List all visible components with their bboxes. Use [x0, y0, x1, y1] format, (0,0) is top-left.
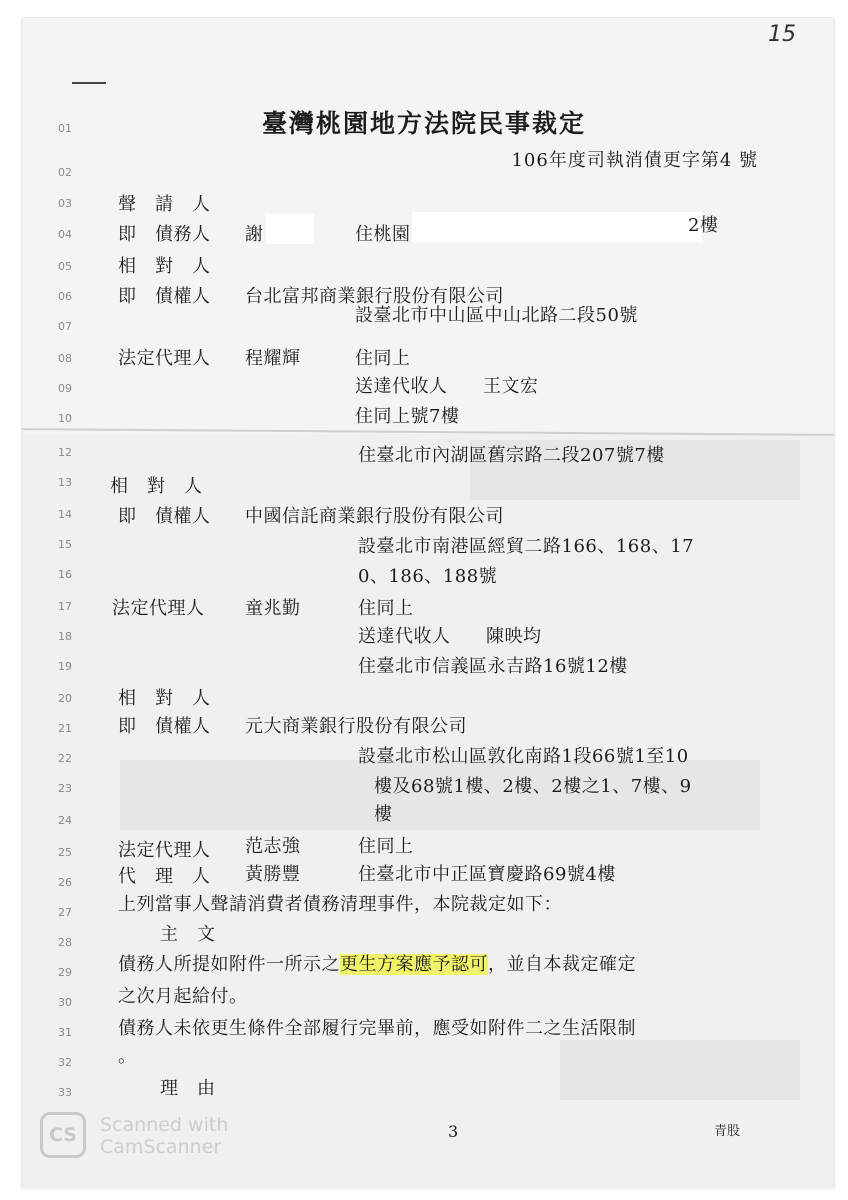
main-text-heading: 主 文	[160, 924, 216, 945]
creditor-label: 即 債權人	[118, 716, 211, 737]
agent-address: 住臺北市中正區寶慶路69號4樓	[358, 864, 616, 885]
line-number: 18	[58, 630, 72, 643]
line-number: 12	[58, 446, 72, 459]
legal-rep-label: 法定代理人	[112, 598, 205, 619]
applicant-label: 聲 請 人	[118, 194, 211, 215]
debtor-address-end: 2樓	[688, 215, 719, 236]
line-number: 22	[58, 752, 72, 765]
ruling-text: ，並自本裁定確定	[488, 954, 636, 975]
line-number: 26	[58, 876, 72, 889]
debtor-name: 謝	[245, 224, 264, 245]
agent-label: 代 理 人	[118, 866, 211, 887]
creditor-name: 台北富邦商業銀行股份有限公司	[245, 286, 504, 307]
creditor-name: 元大商業銀行股份有限公司	[245, 716, 467, 737]
legal-rep-name: 童兆勤	[245, 598, 301, 619]
legal-rep-label: 法定代理人	[118, 840, 211, 861]
creditor-address: 設臺北市中山區中山北路二段50號	[355, 305, 638, 326]
line-number: 15	[58, 538, 72, 551]
scanner-watermark-line: Scanned with	[100, 1114, 229, 1136]
line-number: 19	[58, 660, 72, 673]
line-number: 01	[58, 122, 72, 135]
ruling-paragraph-1	[118, 950, 636, 976]
legal-rep-address: 住同上	[358, 598, 414, 619]
service-agent-label: 送達代收人	[355, 376, 448, 397]
line-number: 07	[58, 320, 72, 333]
department-label: 青股	[713, 1124, 740, 1139]
creditor-address-cont: 樓及68號1樓、2樓、2樓之1、7樓、9	[374, 776, 692, 797]
line-number: 28	[58, 936, 72, 949]
creditor-label: 即 債權人	[118, 286, 211, 307]
line-number: 10	[58, 412, 72, 425]
service-agent-name: 王文宏	[483, 376, 539, 397]
creditor-address: 設臺北市南港區經貿二路166、168、17	[358, 536, 695, 557]
legal-rep-address: 住同上	[358, 836, 414, 857]
ruling-text: 債務人所提如附件一所示之	[118, 954, 340, 975]
case-number: 106年度司執消債更字第4 號	[511, 150, 758, 171]
line-number: 23	[58, 782, 72, 795]
document-title: 臺灣桃園地方法院民事裁定	[261, 109, 586, 138]
line-number: 06	[58, 290, 72, 303]
opposing-party-label: 相 對 人	[118, 688, 211, 709]
redaction-box	[266, 214, 314, 244]
creditor-label: 即 債權人	[118, 506, 211, 527]
creditor-address-cont: 樓	[374, 804, 393, 825]
page-number: 3	[448, 1122, 459, 1141]
service-agent-address: 住臺北市信義區永吉路16號12樓	[358, 656, 628, 677]
line-number: 31	[58, 1026, 72, 1039]
intro-text: 上列當事人聲請消費者債務清理事件，本院裁定如下：	[118, 894, 562, 915]
bleed-through-shadow	[560, 1040, 800, 1100]
opposing-party-label: 相 對 人	[110, 476, 203, 497]
creditor-address-cont: 0、186、188號	[358, 566, 498, 587]
service-agent-label: 送達代收人	[358, 626, 451, 647]
creditor-address: 設臺北市松山區敦化南路1段66號1至10	[358, 746, 689, 767]
highlighted-text: 更生方案應予認可	[340, 954, 488, 975]
agent-name: 黃勝豐	[245, 864, 301, 885]
scanner-watermark	[100, 1114, 228, 1158]
ruling-paragraph-2: 債務人未依更生條件全部履行完畢前，應受如附件二之生活限制	[118, 1018, 636, 1039]
debtor-address: 住桃園	[355, 224, 411, 245]
line-number: 09	[58, 382, 72, 395]
scanner-watermark-line: CamScanner	[100, 1136, 222, 1158]
line-number: 33	[58, 1086, 72, 1099]
ruling-paragraph-2-cont: 。	[118, 1046, 137, 1067]
service-agent-address: 住同上號7樓	[355, 406, 460, 427]
line-number: 04	[58, 228, 72, 241]
creditor-second-address: 住臺北市內湖區舊宗路二段207號7樓	[358, 445, 665, 466]
line-number: 14	[58, 508, 72, 521]
line-number: 32	[58, 1056, 72, 1069]
line-number: 02	[58, 166, 72, 179]
line-number: 20	[58, 692, 72, 705]
line-number: 21	[58, 722, 72, 735]
handwritten-page-mark: 15	[768, 22, 796, 47]
reason-heading: 理 由	[160, 1078, 216, 1099]
line-number: 05	[58, 260, 72, 273]
line-number: 16	[58, 568, 72, 581]
line-number: 03	[58, 197, 72, 210]
creditor-name: 中國信託商業銀行股份有限公司	[245, 506, 504, 527]
camscanner-logo: CS	[40, 1112, 86, 1158]
redaction-box	[412, 212, 702, 242]
debtor-label: 即 債務人	[118, 224, 211, 245]
line-number: 29	[58, 966, 72, 979]
legal-rep-name: 程耀輝	[245, 348, 301, 369]
line-number: 30	[58, 996, 72, 1009]
line-number: 13	[58, 476, 72, 489]
opposing-party-label: 相 對 人	[118, 256, 211, 277]
legal-rep-name: 范志強	[245, 836, 301, 857]
line-number: 25	[58, 846, 72, 859]
margin-dash	[72, 82, 106, 84]
legal-rep-address: 住同上	[355, 348, 411, 369]
line-number: 24	[58, 814, 72, 827]
line-number: 17	[58, 600, 72, 613]
legal-rep-label: 法定代理人	[118, 348, 211, 369]
line-number: 27	[58, 906, 72, 919]
service-agent-name: 陳映均	[486, 626, 542, 647]
line-number: 08	[58, 352, 72, 365]
ruling-paragraph-1-cont: 之次月起給付。	[118, 986, 248, 1007]
